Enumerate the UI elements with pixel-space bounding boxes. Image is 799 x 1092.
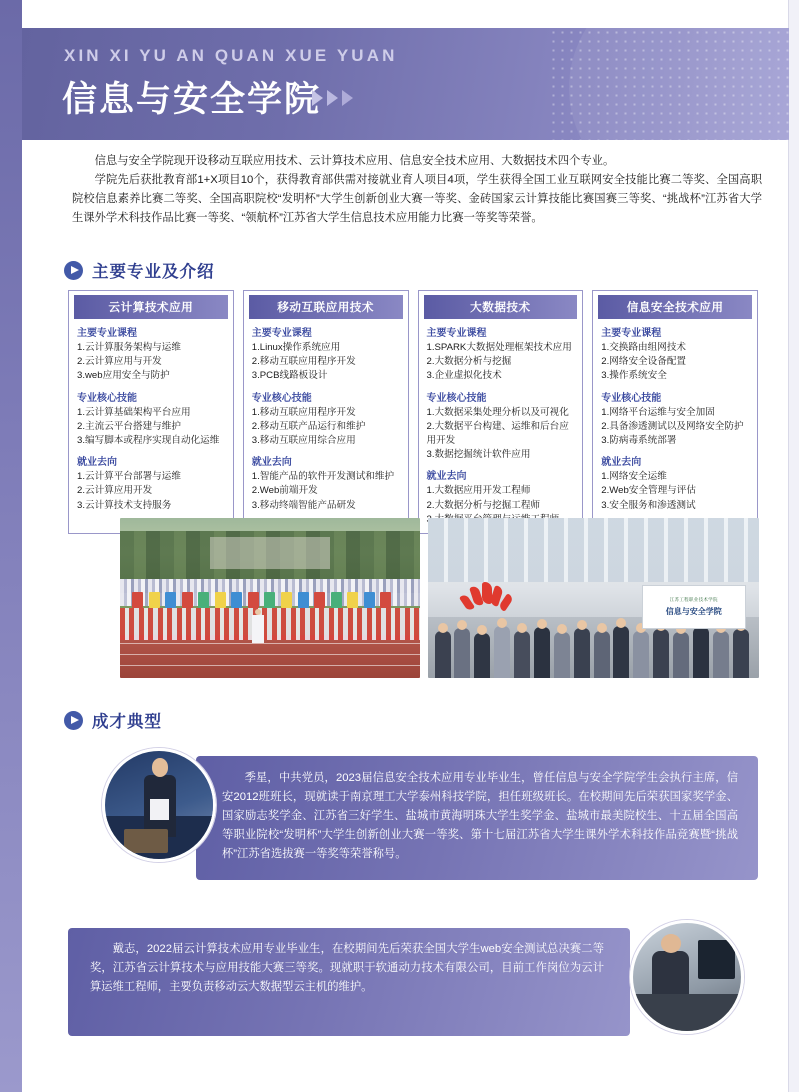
skill-list [601, 406, 749, 449]
list-item: 3.移动互联应用综合应用 [251, 435, 356, 447]
list-item: 1.交换路由组网技术 [601, 342, 687, 353]
major-card [243, 290, 409, 534]
intro-paragraph-1: 信息与安全学院现开设移动互联应用技术、云计算技术应用、信息安全技术应用、大数据技术四个专业。 [94, 155, 615, 167]
group-title-courses: 主要专业课程 [426, 328, 487, 339]
page-title: 信息与安全学院 [62, 80, 322, 119]
section-heading-talent [64, 708, 162, 732]
list-item: 1.智能产品的软件开发测试和维护 [251, 471, 395, 483]
course-list [77, 341, 225, 384]
section-heading-majors [64, 258, 215, 282]
career-list [601, 470, 749, 513]
list-item: 2.云计算应用开发 [77, 485, 153, 497]
list-item: 2.网络安全设备配置 [601, 356, 687, 368]
list-item: 1.大数据应用开发工程师 [426, 485, 531, 497]
list-item: 2.云计算应用与开发 [77, 356, 162, 368]
list-item: 3.防病毒系统部署 [601, 435, 677, 447]
section-heading-majors-label: 主要专业及介绍 [92, 263, 215, 281]
list-item: 1.SPARK大数据处理框架技术应用 [426, 342, 572, 353]
list-item: 2.大数据平台构建、运维和后台应用开发 [426, 420, 569, 447]
list-item: 3.编写脚本或程序实现自动化运维 [77, 435, 220, 447]
department-banner [642, 585, 746, 629]
list-item: 3.安全服务和渗透测试 [601, 499, 696, 511]
list-item: 1.大数据采集处理分析以及可视化 [426, 406, 569, 418]
play-circle-icon [64, 261, 83, 280]
list-item: 2.大数据分析与挖掘工程师 [426, 499, 541, 511]
group-title-courses: 主要专业课程 [77, 328, 137, 339]
course-list [427, 341, 575, 384]
major-card [68, 290, 234, 534]
list-item: 2.移动互联应用程序开发 [251, 356, 356, 368]
intro-paragraph-2: 学院先后获批教育部1+X项目10个，获得教育部供需对接就业育人项目4项，学生获得全国工业互联网安全技能比赛二等奖、全国高职院校信息素养比赛二等奖、全国高职院校“发明杯”大学生创新创业大赛一等奖、金砖国家云计算技能比赛国赛三等奖、“挑战杯”江苏省大学生课外学术科技作品比赛一等奖、“领航杯”江苏省大学生信息技术应用能力比赛一等奖等荣誉。 [72, 174, 762, 224]
page-header [22, 28, 789, 140]
major-card [418, 290, 584, 534]
group-title-skills: 专业核心技能 [426, 392, 487, 404]
list-item: 2.大数据分析与挖掘 [426, 356, 512, 368]
triple-chevron-right-icon [312, 90, 353, 106]
talent-card [68, 928, 630, 1036]
major-card-title: 云计算技术应用 [74, 295, 228, 319]
list-item: 3.移动终端智能产品研发 [251, 499, 356, 511]
sports-meeting-parade-photo [120, 518, 420, 678]
photo-row [120, 518, 759, 678]
list-item: 2.主流云平台搭建与维护 [77, 420, 181, 432]
list-item: 1.网络安全运维 [601, 471, 667, 483]
list-item: 3.企业虚拟化技术 [426, 370, 502, 382]
list-item: 3.web应用安全与防护 [77, 370, 170, 382]
group-title-courses: 主要专业课程 [251, 328, 312, 339]
list-item: 2.Web前端开发 [251, 485, 318, 497]
list-item: 3.数据挖掘统计软件应用 [426, 449, 531, 461]
major-card-title: 大数据技术 [424, 295, 578, 319]
section-heading-talent-label: 成才典型 [92, 713, 162, 731]
list-item: 2.Web安全管理与评估 [601, 485, 696, 497]
list-item: 2.具备渗透测试以及网络安全防护 [601, 420, 744, 432]
banner-line-1: 江苏工程职业技术学院 [669, 597, 718, 603]
course-list [252, 341, 400, 384]
right-decorative-band [789, 0, 799, 1092]
major-cards [68, 290, 758, 534]
group-title-courses: 主要专业课程 [601, 328, 662, 339]
list-item: 2.移动互联产品运行和维护 [251, 420, 366, 432]
list-item: 1.网络平台运维与安全加固 [601, 406, 715, 418]
header-dot-pattern [549, 28, 789, 140]
flag-group [132, 566, 408, 608]
talent-block [68, 920, 758, 1042]
skill-list [252, 406, 400, 449]
intro-text [72, 152, 762, 228]
course-list [601, 341, 749, 384]
major-card-title: 移动互联应用技术 [249, 295, 403, 319]
play-circle-icon [64, 711, 83, 730]
list-item: 3.PCB线路板设计 [251, 370, 328, 382]
group-title-career: 就业去向 [601, 457, 642, 469]
group-title-career: 就业去向 [251, 457, 292, 469]
left-decorative-band [0, 0, 22, 1092]
list-item: 3.云计算技术支持服务 [77, 499, 172, 511]
list-item: 1.云计算平台部署与运维 [77, 471, 181, 483]
major-card-title: 信息安全技术应用 [598, 295, 752, 319]
list-item: 1.云计算基础架构平台应用 [77, 406, 191, 418]
list-item: 1.云计算服务架构与运维 [77, 342, 181, 353]
group-title-skills: 专业核心技能 [601, 392, 662, 404]
group-title-skills: 专业核心技能 [251, 392, 312, 404]
list-item: 1.Linux操作系统应用 [251, 342, 341, 353]
talent-description: 戴志，2022届云计算技术应用专业毕业生，在校期间先后荣获全国大学生web安全测试总决赛二等奖，江苏省云计算技术与应用技能大赛三等奖。现就职于软通动力技术有限公司，目前工作岗位为云计算运维工程师，主要负责移动云大数据型云主机的维护。 [90, 943, 604, 993]
list-item: 3.操作系统安全 [601, 370, 667, 382]
header-pinyin: XIN XI YU AN QUAN XUE YUAN [64, 46, 398, 65]
talent-card [196, 756, 758, 880]
skill-list [427, 406, 575, 463]
group-title-career: 就业去向 [77, 457, 117, 469]
talent-block [68, 748, 758, 886]
avatar [102, 748, 216, 862]
avatar [630, 920, 744, 1034]
department-group-photo [428, 518, 759, 678]
major-card [592, 290, 758, 534]
career-list [252, 470, 400, 513]
group-title-career: 就业去向 [426, 471, 467, 483]
career-list [77, 470, 225, 513]
group-title-skills: 专业核心技能 [77, 392, 137, 404]
skill-list [77, 406, 225, 449]
banner-line-2: 信息与安全学院 [665, 607, 722, 617]
list-item: 1.移动互联应用程序开发 [251, 406, 356, 418]
soloist-figure [252, 609, 264, 643]
talent-description: 季星，中共党员，2023届信息安全技术应用专业毕业生，曾任信息与安全学院学生会执行主席，信安2012班班长，现就读于南京理工大学泰州科技学院，担任班级班长。在校期间先后荣获国家奖学金、国家励志奖学金、江苏省三好学生、盐城市黄海明珠大学生奖学金、盐城市最美院校生、十五届全国高等职业院校“发明杯”大学生创新创业大赛一等奖、第十七届江苏省大学生课外学术科技作品竞赛暨“挑战杯”江苏省选拔赛一等奖等荣誉称号。 [222, 772, 738, 860]
right-edge-line [788, 0, 789, 1092]
